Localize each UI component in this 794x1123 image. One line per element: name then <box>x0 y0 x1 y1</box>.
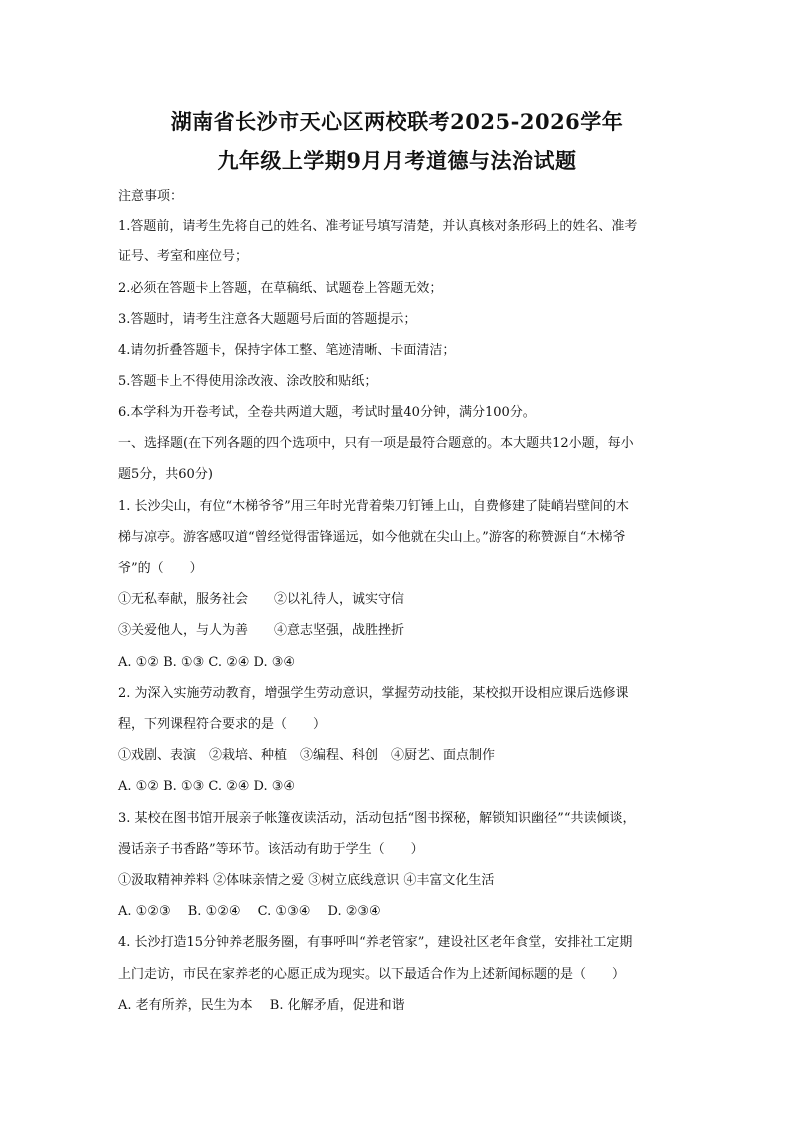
note-line: 6.本学科为开卷考试，全卷共两道大题，考试时量40分钟，满分100分。 <box>118 405 536 420</box>
question-3-option: ①汲取精神养料 ②体味亲情之爱 ③树立底线意识 ④丰富文化生活 <box>118 873 495 888</box>
note-line: 1.答题前，请考生先将自己的姓名、准考证号填写清楚，并认真核对条形码上的姓名、准考 <box>118 219 638 234</box>
notes-heading: 注意事项： <box>118 189 184 204</box>
question-4-choices: A. 老有所养，民生为本 B. 化解矛盾，促进和谐 <box>118 998 405 1013</box>
section-heading: 题5分，共60分) <box>118 467 213 482</box>
note-line: 证号、考室和座位号； <box>118 249 249 264</box>
question-4-line: 上门走访，市民在家养老的心愿正成为现实。以下最适合作为上述新闻标题的是（ ） <box>118 967 626 982</box>
question-3-line: 漫话亲子书香路”等环节。该活动有助于学生（ ） <box>118 842 424 857</box>
question-2-line: 程，下列课程符合要求的是（ ） <box>118 717 327 732</box>
question-2-line: 2. 为深入实施劳动教育，增强学生劳动意识，掌握劳动技能，某校拟开设相应课后选修课 <box>118 686 629 701</box>
question-1-line: 爷”的（ ） <box>118 561 203 576</box>
question-3-choices: A. ①②③ B. ①②④ C. ①③④ D. ②③④ <box>118 904 381 919</box>
page-title-line1: 湖南省长沙市天心区两校联考2025-2026学年 <box>170 109 624 134</box>
question-1-option: ①无私奉献，服务社会 ②以礼待人，诚实守信 <box>118 592 405 607</box>
note-line: 4.请勿折叠答题卡，保持字体工整、笔迹清晰、卡面清洁； <box>118 343 456 358</box>
note-line: 2.必须在答题卡上答题，在草稿纸、试题卷上答题无效； <box>118 281 443 296</box>
question-4-line: 4. 长沙打造15分钟养老服务圈，有事呼叫“养老管家”，建设社区老年食堂，安排社工定期 <box>118 935 633 950</box>
page-title-line2: 九年级上学期9月月考道德与法治试题 <box>217 148 577 173</box>
question-3-line: 3. 某校在图书馆开展亲子帐篷夜读活动，活动包括“图书探秘，解锁知识幽径”“共读倾谈， <box>118 811 636 826</box>
question-2-option: ①戏剧、表演 ②栽培、种植 ③编程、科创 ④厨艺、面点制作 <box>118 748 496 763</box>
question-1-option: ③关爱他人，与人为善 ④意志坚强，战胜挫折 <box>118 623 405 638</box>
question-1-choices: A. ①② B. ①③ C. ②④ D. ③④ <box>118 655 296 670</box>
note-line: 5.答题卡上不得使用涂改液、涂改胶和贴纸； <box>118 374 378 389</box>
question-1-line: 梯与凉亭。游客感叹道“曾经觉得雷锋遥远，如今他就在尖山上。”游客的称赞源自“木梯爷 <box>118 530 626 545</box>
note-line: 3.答题时，请考生注意各大题题号后面的答题提示； <box>118 312 417 327</box>
section-heading: 一、选择题(在下列各题的四个选项中，只有一项是最符合题意的。本大题共12小题，每小 <box>118 436 634 451</box>
question-1-line: 1. 长沙尖山，有位“木梯爷爷”用三年时光背着柴刀钉锤上山，自费修建了陡峭岩壁间的木 <box>118 499 629 514</box>
question-2-choices: A. ①② B. ①③ C. ②④ D. ③④ <box>118 779 296 794</box>
